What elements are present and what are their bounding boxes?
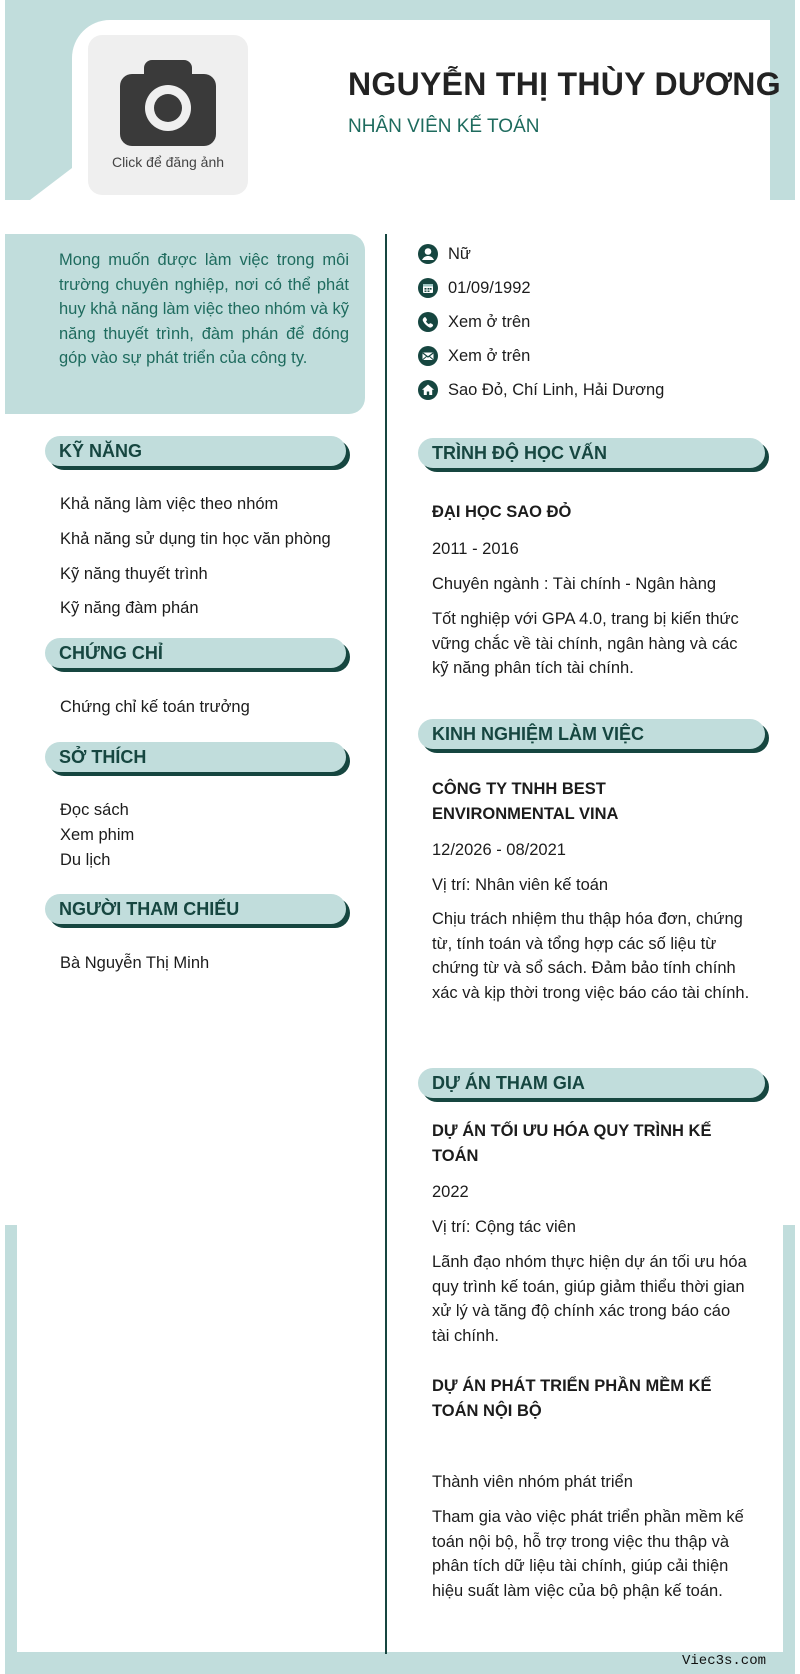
reference-item: Bà Nguyễn Thị Minh — [60, 954, 210, 972]
calendar-icon — [418, 278, 438, 298]
photo-upload[interactable] — [88, 35, 248, 195]
hobby-item: Du lịch — [60, 851, 111, 869]
dob-value: 01/09/1992 — [448, 278, 531, 297]
project-name: DỰ ÁN PHÁT TRIỂN PHẦN MỀM KẾ TOÁN NỘI BỘ — [432, 1377, 712, 1420]
project-name: DỰ ÁN TỐI ƯU HÓA QUY TRÌNH KẾ TOÁN — [432, 1122, 712, 1165]
education-school: ĐẠI HỌC SAO ĐỎ — [432, 503, 572, 521]
experience-description: Chịu trách nhiệm thu thập hóa đơn, chứng từ, tính toán và tổng hợp các số liệu từ chứng từ và sổ sách. Đảm bảo tính chính xác và kịp thời trong việc báo cáo tài chính. — [432, 910, 750, 1002]
skill-item: Khả năng sử dụng tin học văn phòng — [60, 530, 331, 548]
section-skills-header: KỸ NĂNG — [45, 436, 346, 466]
section-experience-header: KINH NGHIỆM LÀM VIỆC — [418, 719, 765, 749]
home-icon — [418, 380, 438, 400]
contact-address — [418, 380, 664, 400]
contact-email — [418, 346, 530, 366]
certificate-item: Chứng chỉ kế toán trưởng — [60, 698, 250, 716]
experience-period: 12/2026 - 08/2021 — [432, 841, 566, 859]
skill-item: Kỹ năng thuyết trình — [60, 565, 208, 583]
project-role: Thành viên nhóm phát triển — [432, 1473, 633, 1491]
objective-text: Mong muốn được làm việc trong môi trường chuyên nghiệp, nơi có thể phát huy khả năng làm việc theo nhóm và kỹ năng thuyết trình, đàm phán để đóng góp vào sự phát triển của công ty. — [59, 251, 349, 367]
contact-gender — [418, 244, 471, 264]
mail-icon — [418, 346, 438, 366]
photo-caption: Click để đăng ảnh — [111, 154, 225, 170]
contact-phone — [418, 312, 530, 332]
phone-icon — [418, 312, 438, 332]
project-year: 2022 — [432, 1183, 469, 1201]
section-hobbies-header: SỞ THÍCH — [45, 742, 346, 772]
section-projects-header: DỰ ÁN THAM GIA — [418, 1068, 765, 1098]
candidate-name: NGUYỄN THỊ THÙY DƯƠNG — [348, 66, 781, 102]
column-divider — [385, 234, 387, 1654]
education-period: 2011 - 2016 — [432, 540, 519, 558]
experience-company: CÔNG TY TNHH BEST ENVIRONMENTAL VINA — [432, 780, 619, 823]
experience-position: Vị trí: Nhân viên kế toán — [432, 876, 609, 894]
project-description: Lãnh đạo nhóm thực hiện dự án tối ưu hóa quy trình kế toán, giúp giảm thiểu thời gian xử lý và tăng độ chính xác trong báo cáo tài chính. — [432, 1253, 747, 1345]
gender-value: Nữ — [448, 244, 471, 263]
frame-right-band — [783, 1225, 795, 1674]
project-role: Vị trí: Cộng tác viên — [432, 1218, 576, 1236]
skill-item: Khả năng làm việc theo nhóm — [60, 495, 279, 513]
job-title: NHÂN VIÊN KẾ TOÁN — [348, 116, 540, 137]
section-certificates-header: CHỨNG CHỈ — [45, 638, 346, 668]
skill-item: Kỹ năng đàm phán — [60, 599, 199, 617]
user-icon — [418, 244, 438, 264]
watermark: Viec3s.com — [681, 1653, 766, 1669]
section-education-header: TRÌNH ĐỘ HỌC VẤN — [418, 438, 765, 468]
frame-bottom-band — [5, 1652, 795, 1674]
phone-value: Xem ở trên — [448, 312, 531, 331]
frame-left-band — [5, 1225, 17, 1674]
camera-icon — [120, 60, 216, 146]
contact-dob — [418, 278, 531, 298]
section-references-header: NGƯỜI THAM CHIẾU — [45, 894, 346, 924]
email-value: Xem ở trên — [448, 346, 531, 365]
hobby-item: Xem phim — [60, 826, 135, 844]
education-description: Tốt nghiệp với GPA 4.0, trang bị kiến thức vững chắc về tài chính, ngân hàng và các kỹ năng phân tích tài chính. — [432, 610, 739, 677]
project-description: Tham gia vào việc phát triển phần mềm kế toán nội bộ, hỗ trợ trong việc thu thập và phân tích dữ liệu tài chính, giúp cải thiện hiệu suất làm việc của bộ phận kế toán. — [432, 1508, 744, 1600]
hobby-item: Đọc sách — [60, 801, 129, 819]
education-major: Chuyên ngành : Tài chính - Ngân hàng — [432, 575, 717, 593]
address-value: Sao Đỏ, Chí Linh, Hải Dương — [448, 380, 665, 399]
objective-box — [5, 234, 365, 414]
header-notch — [30, 168, 72, 200]
